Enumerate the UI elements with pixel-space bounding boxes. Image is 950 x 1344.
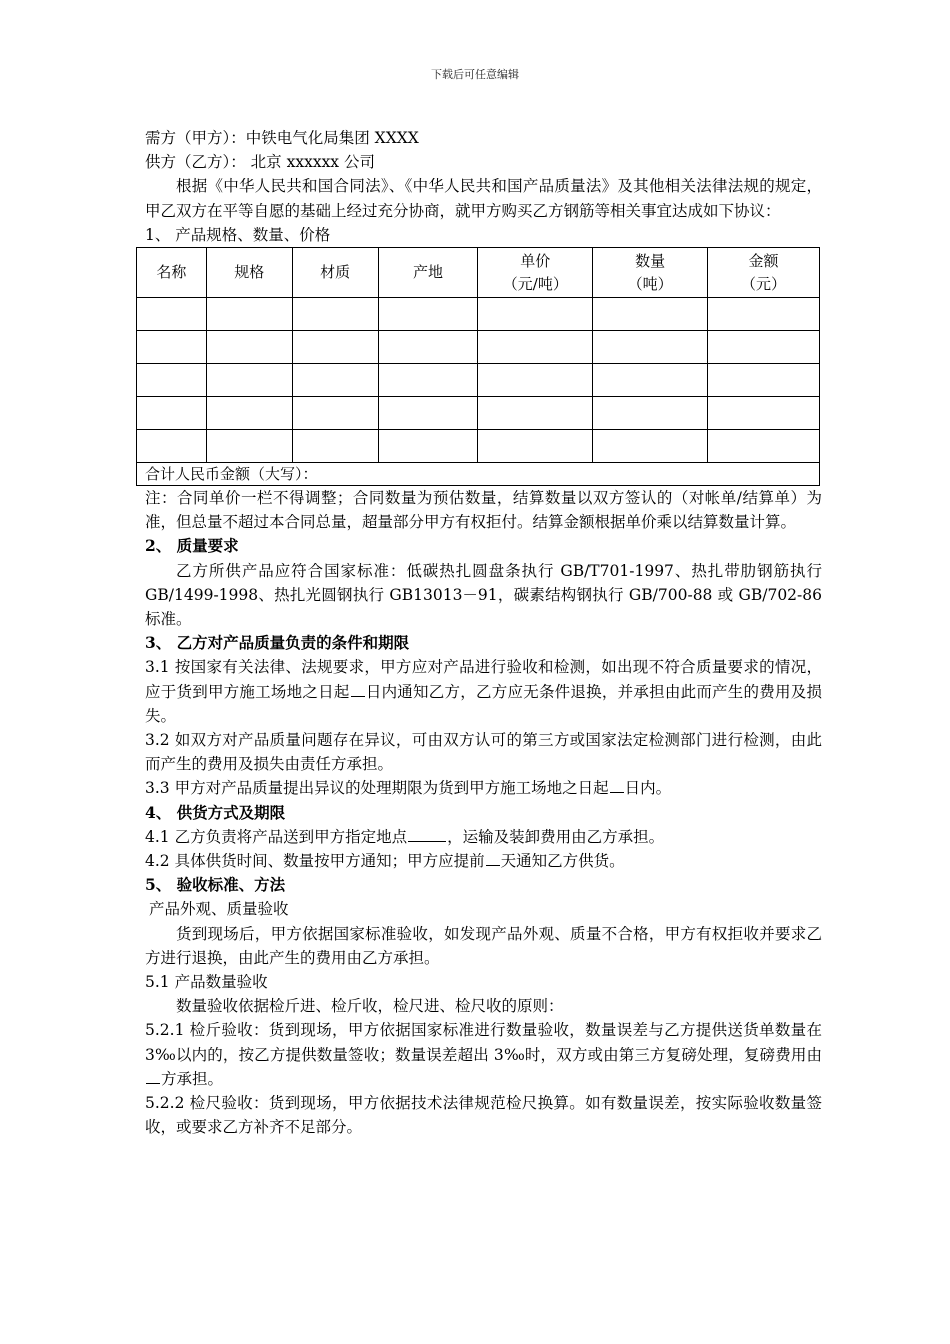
blank-days-field[interactable]: [610, 778, 624, 793]
blank-location-field[interactable]: [408, 827, 446, 842]
clause-3-3: 3.3 甲方对产品质量提出异议的处理期限为货到甲方施工场地之日起 日内。: [145, 779, 672, 798]
table-row: [137, 397, 820, 430]
table-header-row: [137, 248, 820, 298]
clause-3-1: 3.1 按国家有关法律、法规要求，甲方应对产品进行验收和检测，如出现不符合质量要求的情况，应于货到甲方施工场地之日起 日内通知乙方，乙方应无条件退换，并承担由此而产生的费用及损失。: [145, 658, 822, 725]
quality-paragraph: 乙方所供产品应符合国家标准：低碳热扎圆盘条执行 GB/T701-1997、热扎带肋钢筋执行 GB/1499-1998、热扎光圆钢执行 GB13013－91，碳素结构钢执行 GB/700-88 或 GB/702-86 标准。: [145, 561, 822, 629]
clause-5-1: 5.1 产品数量验收: [145, 973, 268, 992]
quantity-principle: 数量验收依据检斤进、检斤收，检尺进、检尺收的原则：: [176, 997, 564, 1016]
table-row: [137, 364, 820, 397]
total-amount-label: 合计人民币金额（大写）：: [137, 463, 820, 486]
table-row: [137, 430, 820, 463]
section-3-title: 3、 乙方对产品质量负责的条件和期限: [145, 633, 410, 653]
buyer-line: 需方（甲方）：中铁电气化局集团 XXXX: [145, 129, 419, 147]
table-row: [137, 298, 820, 331]
blank-days-field[interactable]: [486, 851, 500, 866]
blank-party-field[interactable]: [146, 1069, 160, 1084]
col-header-quantity: 数量 （吨）: [593, 248, 708, 298]
contract-body: [145, 126, 822, 1140]
col-header-amount: 金额 （元）: [708, 248, 820, 298]
clause-3-2: 3.2 如双方对产品质量问题存在异议，可由双方认可的第三方或国家法定检测部门进行检测，由此而产生的费用及损失由责任方承担。: [145, 731, 822, 774]
table-row: [137, 331, 820, 364]
product-table: [136, 247, 820, 486]
seller-line: 供方（乙方）： 北京 xxxxxx 公司: [145, 153, 375, 172]
clause-4-2: 4.2 具体供货时间、数量按甲方通知；甲方应提前 天通知乙方供货。: [145, 852, 625, 871]
col-header-material: 材质: [292, 248, 378, 298]
col-header-spec: 规格: [206, 248, 292, 298]
clause-4-1: 4.1 乙方负责将产品送到甲方指定地点 ，运输及装卸费用由乙方承担。: [145, 827, 665, 846]
col-header-origin: 产地: [378, 248, 478, 298]
col-header-name: 名称: [137, 248, 207, 298]
section-5-title: 5、 验收标准、方法: [145, 875, 286, 895]
section-1-title: 1、 产品规格、数量、价格: [145, 225, 331, 244]
section-4-title: 4、 供货方式及期限: [145, 802, 286, 822]
section-2-title: 2、 质量要求: [145, 536, 239, 556]
table-total-row: [137, 463, 820, 486]
table-note: 注：合同单价一栏不得调整；合同数量为预估数量，结算数量以双方签认的（对帐单/结算单）为准，但总量不超过本合同总量，超量部分甲方有权拒付。结算金额根据单价乘以结算数量计算。: [145, 489, 822, 532]
intro-paragraph: 根据《中华人民共和国合同法》、《中华人民共和国产品质量法》及其他相关法律法规的规定，甲乙双方在平等自愿的基础上经过充分协商，就甲方购买乙方钢筋等相关事宜达成如下协议：: [145, 177, 822, 220]
col-header-unit-price: 单价 （元/吨）: [478, 248, 593, 298]
clause-5-2-1: 5.2.1 检斤验收：货到现场，甲方依据国家标准进行数量验收，数量误差与乙方提供送货单数量在 3‰以内的，按乙方提供数量签收；数量误差超出 3‰时，双方或由第三方复磅处理，复磅费用由方承担。: [145, 1021, 822, 1088]
blank-days-field[interactable]: [351, 682, 365, 697]
clause-5-2-2: 5.2.2 检尺验收：货到现场，甲方依据技术法律规范检尺换算。如有数量误差，按实际验收数量签收，或要求乙方补齐不足部分。: [145, 1094, 822, 1137]
subsection-appearance-quality: 产品外观、质量验收: [149, 900, 289, 919]
header-note: 下载后可任意编辑: [431, 68, 519, 81]
appearance-paragraph: 货到现场后，甲方依据国家标准验收，如发现产品外观、质量不合格，甲方有权拒收并要求乙方进行退换，由此产生的费用由乙方承担。: [145, 924, 822, 967]
